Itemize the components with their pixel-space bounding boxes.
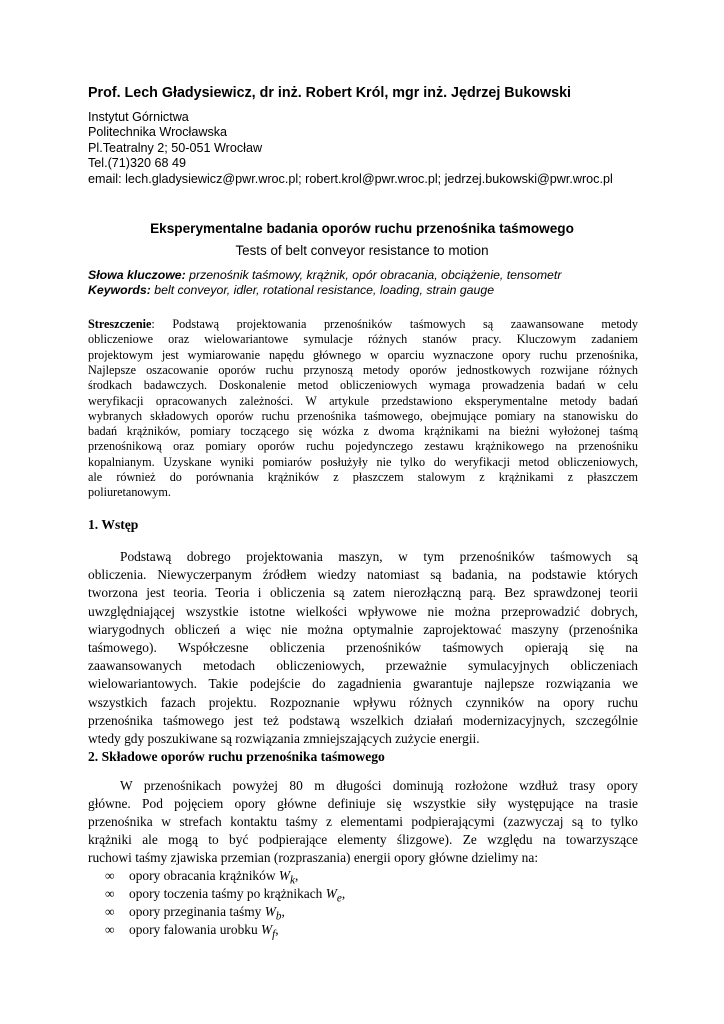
keywords-english	[88, 283, 494, 297]
paragraph-line: tworzona jest teoria. Teoria i obliczenia są zatem nierozłączną parą. Bez sprawdzonej teorii	[88, 585, 638, 601]
paragraph-line: W przenośnikach powyżej 80 m długości dominują rozłożone wzdłuż trasy opory	[120, 778, 638, 793]
abstract-line: środkach badawczych. Doskonalenie metod obliczeniowych wymaga prowadzenia badań w celu	[88, 378, 638, 393]
infinity-bullet-icon: ∞	[105, 886, 115, 901]
affiliation-block	[88, 110, 613, 187]
keywords-polish	[88, 268, 561, 282]
abstract-line: wybranych składowych oporów ruchu przenośnika taśmowego, obejmujące pomiary na stanowisku do	[88, 408, 638, 423]
paragraph-line: krążniki ale mogą to być podpierające elementy ślizgowe). Ze względu na towarzyszące	[88, 832, 638, 847]
abstract-line: weryfikacji opracowanych zależności. W artykule przedstawiono eksperymentalne metody badań	[88, 393, 638, 408]
abstract-line: przenośnikową oraz pomiary oporów ruchu pojedynczego zestawu krążnikowego na przenośniku	[88, 439, 638, 454]
abstract-line: ale również do porównania krążników z płaszczem stalowym z krążnikami z płaszczem	[88, 470, 638, 484]
paragraph-line: obliczenia. Niewyczerpanym źródłem wiedzy natomiast są badania, na podstawie których	[88, 567, 638, 583]
paragraph-line: wszystkich fazach projektu. Rozpoznanie wpływu różnych czynników na opory ruchu	[88, 694, 638, 710]
address: Pl.Teatralny 2; 50-051 Wrocław	[88, 140, 263, 155]
paragraph-line: zaawansowanych metodach obliczeniowych, przeważnie symulacyjnych obliczeniach	[88, 658, 638, 674]
list-item: ∞ opory obracania krążników $W_k$,	[105, 868, 299, 887]
paragraph-line: przenośnika w strefach kontaktu taśmy z elementami podpierającymi (zazwyczaj są to tylko	[88, 814, 638, 829]
email: email: lech.gladysiewicz@pwr.wroc.pl; robert.krol@pwr.wroc.pl; jedrzej.bukowski@pwr.wroc.pl	[88, 171, 613, 186]
title-polish: Eksperymentalne badania oporów ruchu przenośnika taśmowego	[150, 221, 574, 236]
phone: Tel.(71)320 68 49	[88, 156, 187, 171]
keywords-english-label: Keywords:	[88, 283, 151, 297]
paragraph-line: uwzględniającej wszystkie istotne wielkości wpływowe nie można przeprowadzić dobrych,	[88, 603, 638, 619]
paragraph-line: wielowariantowych. Takie podejście do zagadnienia gwarantuje najlepsze rozwiązania we	[88, 676, 638, 692]
paragraph-line: wtedy gdy poszukiwane są rozwiązania zmniejszających zużycie energii.	[88, 731, 480, 746]
abstract-label: Streszczenie	[88, 317, 152, 331]
abstract-line: badań krążników, pomiary toczącego się wózka z dwoma krążnikami na bieżni wyłożonej taśmą	[88, 424, 638, 439]
infinity-bullet-icon: ∞	[105, 868, 115, 883]
abstract-line: obliczeniowe oraz wielowariantowe symulacje różnych stanów pracy. Kluczowym zadaniem	[88, 332, 638, 347]
keywords-polish-text: przenośnik taśmowy, krążnik, opór obracania, obciążenie, tensometr	[185, 268, 562, 282]
abstract-line: Streszczenie: Podstawą projektowania przenośników taśmowych są zaawansowane metody	[88, 317, 638, 331]
university: Politechnika Wrocławska	[88, 125, 228, 140]
paragraph-line: taśmowego). Współczesne obliczenia przenośników taśmowych opierają się na	[88, 640, 638, 655]
infinity-bullet-icon: ∞	[105, 922, 115, 937]
title-english: Tests of belt conveyor resistance to motion	[235, 243, 489, 258]
abstract-line: poliuretanowym.	[88, 485, 171, 500]
abstract-line: projektowym jest wymiarowanie napędu głównego w oparciu wyznaczone opory ruchu przenośnika,	[88, 347, 638, 362]
paragraph-line: Podstawą dobrego projektowania maszyn, w tym przenośników taśmowych są	[120, 549, 638, 564]
section-2-heading: 2. Składowe oporów ruchu przenośnika taśmowego	[88, 749, 385, 764]
list-item: ∞ opory falowania urobku $W_f$,	[105, 922, 279, 941]
section-1-heading: 1. Wstęp	[88, 517, 139, 532]
abstract-line: kopalnianym. Uzyskane wyniki pomiarów posłużyły nie tylko do weryfikacji metod obliczeniowych,	[88, 454, 638, 469]
paragraph-line: wiarygodnych obliczeń a więc nie można optymalnie zaprojektować maszyny (przenośnika	[88, 621, 638, 637]
keywords-english-text: belt conveyor, idler, rotational resistance, loading, strain gauge	[150, 283, 495, 297]
paragraph-line: główne. Pod pojęciem opory główne definiuje się wszystkie siły występujące na trasie	[88, 796, 638, 811]
authors: Prof. Lech Gładysiewicz, dr inż. Robert Król, mgr inż. Jędrzej Bukowski	[88, 85, 572, 101]
paragraph-line: przenośnika taśmowego jest też podstawą wszelkich działań modernizacyjnych, szczególnie	[88, 712, 638, 728]
infinity-bullet-icon: ∞	[105, 904, 115, 919]
institute: Instytut Górnictwa	[88, 110, 189, 124]
abstract-line: Najlepsze oszacowanie oporów ruchu przynoszą metody oporów jednostkowych rozwijane różnych	[88, 362, 638, 377]
list-item: ∞ opory toczenia taśmy po krążnikach $W_e$,	[105, 886, 346, 905]
keywords-polish-label: Słowa kluczowe:	[88, 268, 186, 282]
paragraph-line: ruchowi taśmy zjawiska przemian (rozpraszania) energii opory główne dzielimy na:	[88, 850, 539, 865]
list-item: ∞ opory przeginania taśmy $W_b$,	[105, 904, 285, 923]
